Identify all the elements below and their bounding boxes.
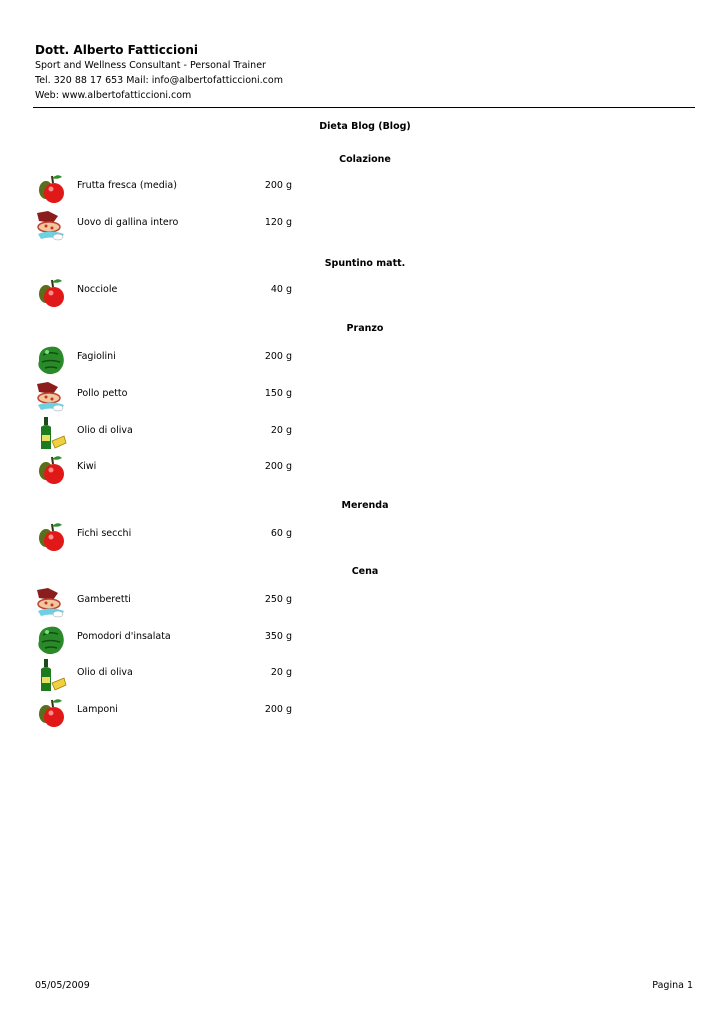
food-name: Uovo di gallina intero bbox=[77, 217, 179, 228]
food-row bbox=[34, 341, 304, 377]
food-row bbox=[34, 415, 304, 451]
consultant-name: Dott. Alberto Fatticcioni bbox=[35, 43, 199, 57]
food-name: Fichi secchi bbox=[77, 528, 132, 539]
fruit-icon bbox=[34, 451, 68, 487]
food-name: Olio di oliva bbox=[77, 425, 133, 436]
fruit-icon bbox=[34, 694, 68, 730]
food-row bbox=[34, 207, 304, 243]
footer-page-number: Pagina 1 bbox=[652, 980, 693, 991]
food-name: Gamberetti bbox=[77, 594, 131, 605]
food-name: Nocciole bbox=[77, 284, 118, 295]
food-quantity: 200 g bbox=[264, 461, 292, 472]
protein-icon bbox=[34, 378, 68, 414]
food-row bbox=[34, 621, 304, 657]
meal-heading: Merenda bbox=[341, 500, 389, 511]
food-row bbox=[34, 694, 304, 730]
fruit-icon bbox=[34, 170, 68, 206]
oil-icon bbox=[34, 657, 68, 693]
food-row bbox=[34, 584, 304, 620]
fruit-icon bbox=[34, 518, 68, 554]
food-row bbox=[34, 657, 304, 693]
letterhead bbox=[35, 42, 695, 103]
food-quantity: 120 g bbox=[264, 217, 292, 228]
meal-heading: Colazione bbox=[339, 154, 391, 165]
consultant-subtitle: Sport and Wellness Consultant - Personal Trainer bbox=[35, 60, 266, 71]
fruit-icon bbox=[34, 274, 68, 310]
food-name: Fagiolini bbox=[77, 351, 116, 362]
vegetable-icon bbox=[34, 621, 68, 657]
food-name: Lamponi bbox=[77, 704, 118, 715]
oil-icon bbox=[34, 415, 68, 451]
food-row bbox=[34, 518, 304, 554]
footer-date: 05/05/2009 bbox=[35, 980, 90, 991]
meal-heading: Pranzo bbox=[346, 323, 384, 334]
food-quantity: 200 g bbox=[264, 704, 292, 715]
meal-heading: Cena bbox=[351, 566, 379, 577]
food-name: Pollo petto bbox=[77, 388, 128, 399]
food-row bbox=[34, 451, 304, 487]
food-name: Pomodori d'insalata bbox=[77, 631, 171, 642]
food-name: Frutta fresca (media) bbox=[77, 180, 177, 191]
header-divider bbox=[33, 107, 695, 108]
food-quantity: 200 g bbox=[264, 180, 292, 191]
protein-icon bbox=[34, 207, 68, 243]
contact-line: Tel. 320 88 17 653 Mail: info@albertofatticcioni.com bbox=[35, 75, 283, 86]
food-row bbox=[34, 170, 304, 206]
food-name: Olio di oliva bbox=[77, 667, 133, 678]
food-quantity: 60 g bbox=[270, 528, 292, 539]
meal-heading: Spuntino matt. bbox=[324, 258, 406, 269]
food-quantity: 200 g bbox=[264, 351, 292, 362]
food-quantity: 150 g bbox=[264, 388, 292, 399]
diet-title: Dieta Blog (Blog) bbox=[319, 121, 411, 132]
web-line: Web: www.albertofatticcioni.com bbox=[35, 90, 192, 101]
food-quantity: 40 g bbox=[270, 284, 292, 295]
food-name: Kiwi bbox=[77, 461, 97, 472]
food-quantity: 20 g bbox=[270, 667, 292, 678]
food-quantity: 20 g bbox=[270, 425, 292, 436]
food-row bbox=[34, 378, 304, 414]
food-row bbox=[34, 274, 304, 310]
protein-icon bbox=[34, 584, 68, 620]
food-quantity: 250 g bbox=[264, 594, 292, 605]
vegetable-icon bbox=[34, 341, 68, 377]
food-quantity: 350 g bbox=[264, 631, 292, 642]
